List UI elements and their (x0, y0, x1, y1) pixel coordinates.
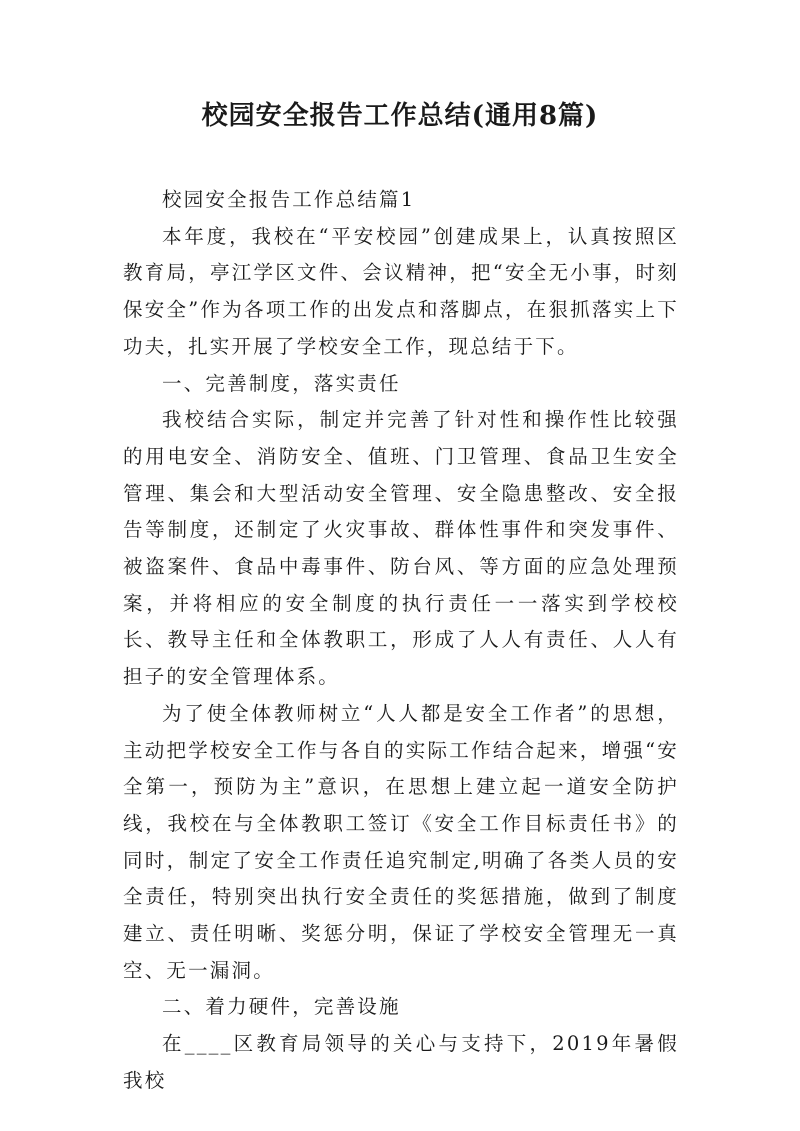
paragraph-system: 我校结合实际，制定并完善了针对性和操作性比较强的用电安全、消防安全、值班、门卫管理、食品卫生安全管理、集会和大型活动安全管理、安全隐患整改、安全报告等制度，还制定了火灾事故、群体性事件和突发事件、被盗案件、食品中毒事件、防台风、等方面的应急处理预案，并将相应的安全制度的执行责任一一落实到学校校长、教导主任和全体教职工，形成了人人有责任、人人有担子的安全管理体系。 (123, 408, 679, 689)
heading-hardware: 二、着力硬件，完善设施 (162, 995, 401, 1019)
paragraph-awareness: 为了使全体教师树立“人人都是安全工作者”的思想，主动把学校安全工作与各自的实际工作结合起来，增强“安全第一，预防为主”意识，在思想上建立起一道安全防护线，我校在与全体教职工签订《安全工作目标责任书》的同时，制定了安全工作责任追究制定,明确了各类人员的安全责任，特别突出执行安全责任的奖惩措施，做到了制度建立、责任明晰、奖惩分明，保证了学校安全管理无一真空、无一漏洞。 (123, 701, 679, 982)
document-title: 校园安全报告工作总结(通用8篇) (201, 101, 599, 131)
paragraph-intro: 本年度，我校在“平安校园”创建成果上，认真按照区教育局，亭江学区文件、会议精神，把“安全无小事，时刻保安全”作为各项工作的出发点和落脚点，在狠抓落实上下功夫，扎实开展了学校安全工作，现总结于下。 (123, 224, 679, 358)
section-title: 校园安全报告工作总结篇1 (162, 188, 416, 211)
document-body (123, 182, 679, 1100)
paragraph-hardware: 在____区教育局领导的关心与支持下，2019年暑假我校 (123, 1032, 679, 1092)
heading-improve-system: 一、完善制度，落实责任 (162, 371, 401, 395)
